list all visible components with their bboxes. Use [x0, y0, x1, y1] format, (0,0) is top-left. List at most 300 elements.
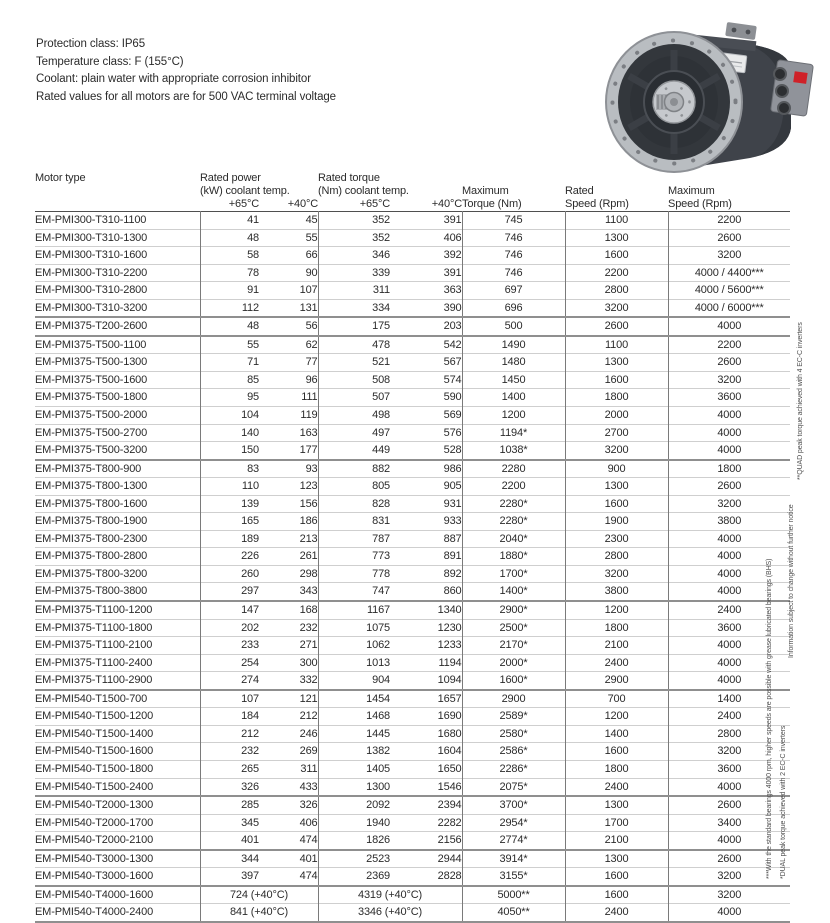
footnote-bearings: ***With the standard bearings 4000 rpm, higher speeds are possible with grease lubricated bearings (BHS)	[766, 558, 773, 879]
cell-max-speed: 4000	[668, 317, 790, 336]
cell-power-40c: 121	[299, 692, 318, 705]
cell-power-65c: 184	[200, 708, 259, 726]
table-row	[35, 850, 790, 868]
cell-torque-40c: 933	[443, 515, 462, 528]
cell-motor-type: EM-PMI540-T1500-2400	[35, 780, 154, 793]
cell-power-40c: 300	[299, 656, 318, 669]
cell-max-torque: 1038*	[462, 442, 565, 460]
cell-power-40c: 474	[299, 870, 318, 883]
cell-torque-65c: 175	[318, 317, 390, 336]
cell-torque-40c: 1233	[437, 639, 462, 652]
cell-max-speed: 2200	[668, 336, 790, 354]
cell-max-torque: 2500*	[462, 619, 565, 637]
cell-rated-speed: 1700	[565, 814, 668, 832]
cell-power-65c: 41	[200, 212, 259, 230]
footnote-quad: **QUAD peak torque achieved with 4 EC-C inverters	[797, 322, 804, 480]
cell-max-speed: 2800	[668, 725, 790, 743]
motor-junction-box	[771, 60, 814, 117]
cell-max-speed: 2200	[668, 212, 790, 230]
table-row	[35, 814, 790, 832]
table-row	[35, 778, 790, 796]
table-row	[35, 743, 790, 761]
header-torque-65: +65°C	[359, 198, 391, 210]
cell-power-65c: 112	[200, 299, 259, 317]
cell-torque-40c: 542	[443, 338, 462, 351]
cell-power-65c: 110	[200, 478, 259, 496]
cell-rated-speed: 1800	[565, 760, 668, 778]
cell-motor-type: EM-PMI375-T1100-1200	[35, 604, 153, 617]
cell-max-torque: 2040*	[462, 530, 565, 548]
cell-rated-speed: 1600	[565, 868, 668, 886]
motor-front-face	[606, 32, 742, 172]
cell-rated-speed: 2000	[565, 407, 668, 425]
cell-rated-speed: 1300	[565, 229, 668, 247]
cell-power-65c: 233	[200, 637, 259, 655]
cell-power-65c: 165	[200, 513, 259, 531]
cell-max-speed: 2600	[668, 796, 790, 814]
cell-torque-65c: 1013	[318, 654, 390, 672]
cell-power-40c: 111	[301, 391, 318, 404]
cell-rated-speed: 2100	[565, 832, 668, 850]
spec-line-temperature: Temperature class: F (155°C)	[36, 55, 184, 68]
cell-max-torque: 2589*	[462, 708, 565, 726]
cell-power-40c: 326	[299, 799, 318, 812]
cell-motor-type: EM-PMI540-T2000-1700	[35, 816, 154, 829]
cell-motor-type: EM-PMI375-T800-900	[35, 462, 142, 475]
cell-torque-65c: 1075	[318, 619, 390, 637]
cell-motor-type: EM-PMI375-T1100-2900	[35, 674, 153, 687]
cell-power-40c: 311	[300, 762, 318, 775]
cell-power-40c: 56	[305, 320, 318, 333]
cell-torque-40c: 1650	[437, 762, 462, 775]
table-row	[35, 904, 790, 922]
cell-power-40c: 269	[299, 745, 318, 758]
table-row	[35, 495, 790, 513]
cell-torque-65c: 831	[318, 513, 390, 531]
cell-rated-speed: 900	[565, 460, 668, 478]
cell-torque-40c: 1194	[438, 656, 462, 669]
cell-power-40c: 131	[299, 301, 318, 314]
cell-power-65c: 147	[200, 601, 259, 619]
table-row	[35, 354, 790, 372]
cell-power-65c: 107	[200, 690, 259, 708]
cell-rated-speed: 1300	[565, 796, 668, 814]
cell-torque-merged: 4319 (+40°C)	[318, 886, 462, 904]
cell-max-torque: 746	[462, 229, 565, 247]
cell-rated-speed: 3200	[565, 299, 668, 317]
header-rated-power: Rated power	[200, 172, 261, 184]
cell-torque-65c: 521	[318, 354, 390, 372]
cell-max-speed: 4000	[668, 778, 790, 796]
table-row	[35, 424, 790, 442]
header-power-40: +40°C	[287, 198, 319, 210]
cell-max-speed: 3200	[668, 868, 790, 886]
header-rated-torque: Rated torque	[318, 172, 380, 184]
cell-power-65c: 212	[200, 725, 259, 743]
cell-power-40c: 93	[305, 462, 318, 475]
cell-motor-type: EM-PMI375-T500-1600	[35, 373, 148, 386]
cell-power-40c: 168	[299, 604, 318, 617]
cell-torque-40c: 574	[443, 373, 462, 386]
cell-torque-65c: 1405	[318, 760, 390, 778]
cell-power-40c: 90	[305, 266, 318, 279]
motor-table	[35, 172, 790, 923]
cell-torque-40c: 860	[443, 585, 462, 598]
cell-motor-type: EM-PMI300-T310-3200	[35, 301, 148, 314]
table-row	[35, 513, 790, 531]
cell-power-65c: 345	[200, 814, 259, 832]
cell-max-speed: 4000	[668, 583, 790, 601]
cell-torque-65c: 334	[318, 299, 390, 317]
cell-max-speed: 3600	[668, 760, 790, 778]
cell-rated-speed: 1900	[565, 513, 668, 531]
cell-power-65c: 48	[200, 317, 259, 336]
cell-max-torque: 2900*	[462, 601, 565, 619]
cell-max-torque: 2280*	[462, 513, 565, 531]
cell-rated-speed: 1300	[565, 850, 668, 868]
cell-power-65c: 71	[200, 354, 259, 372]
cell-power-65c: 397	[200, 868, 259, 886]
cell-max-torque: 2170*	[462, 637, 565, 655]
cell-max-torque: 1880*	[462, 548, 565, 566]
cell-torque-40c: 406	[443, 231, 462, 244]
cell-max-speed: 4000	[668, 672, 790, 690]
cell-max-speed: 3800	[668, 513, 790, 531]
cell-rated-speed: 1800	[565, 619, 668, 637]
cell-torque-40c: 2828	[437, 870, 462, 883]
cell-torque-65c: 828	[318, 495, 390, 513]
header-spacer	[565, 172, 668, 185]
cell-power-40c: 474	[299, 834, 318, 847]
cell-motor-type: EM-PMI375-T800-1600	[35, 497, 148, 510]
cell-max-speed: 2400	[668, 708, 790, 726]
cell-max-speed: 4000	[668, 565, 790, 583]
cell-torque-merged: 3346 (+40°C)	[318, 904, 462, 922]
table-row	[35, 212, 790, 230]
cell-power-40c: 156	[299, 497, 318, 510]
cell-power-65c: 232	[200, 743, 259, 761]
cell-motor-type: EM-PMI375-T800-3800	[35, 585, 148, 598]
cell-power-40c: 261	[299, 550, 318, 563]
cell-torque-40c: 2282	[437, 816, 462, 829]
cell-max-torque: 1700*	[462, 565, 565, 583]
cell-power-65c: 58	[200, 247, 259, 265]
table-row	[35, 442, 790, 460]
table-row	[35, 299, 790, 317]
cell-max-speed: 2600	[668, 229, 790, 247]
cell-max-speed: 4000	[668, 530, 790, 548]
cell-max-torque: 2280*	[462, 495, 565, 513]
cell-max-speed: 4000 / 5600***	[668, 282, 790, 300]
cell-torque-40c: 590	[443, 391, 462, 404]
cell-max-speed: 2600	[668, 850, 790, 868]
cell-torque-65c: 1382	[318, 743, 390, 761]
cell-motor-type: EM-PMI375-T800-2800	[35, 550, 148, 563]
cell-max-speed: 3200	[668, 247, 790, 265]
cell-max-torque: 697	[462, 282, 565, 300]
cell-torque-65c: 1454	[318, 690, 390, 708]
cell-rated-speed: 1100	[565, 212, 668, 230]
table-row	[35, 460, 790, 478]
cell-max-speed: 2400	[668, 601, 790, 619]
cell-max-speed: 1400	[668, 690, 790, 708]
cell-power-65c: 401	[200, 832, 259, 850]
cell-torque-65c: 882	[318, 460, 390, 478]
cell-max-speed: 4000	[668, 637, 790, 655]
cell-power-65c: 48	[200, 229, 259, 247]
cell-motor-type: EM-PMI375-T800-1900	[35, 515, 148, 528]
table-row	[35, 229, 790, 247]
cell-rated-speed: 1300	[565, 478, 668, 496]
cell-rated-speed: 1400	[565, 725, 668, 743]
cell-torque-40c: 391	[443, 266, 462, 279]
cell-max-torque: 2000*	[462, 654, 565, 672]
motor-table-body	[35, 212, 790, 922]
cell-motor-type: EM-PMI540-T1500-700	[35, 692, 148, 705]
cell-power-merged: 841 (+40°C)	[200, 904, 318, 922]
cell-torque-40c: 1657	[437, 692, 462, 705]
cell-torque-40c: 891	[443, 550, 462, 563]
cell-motor-type: EM-PMI300-T310-2800	[35, 284, 148, 297]
header-torque-40: +40°C	[431, 198, 463, 210]
table-row	[35, 690, 790, 708]
cell-max-speed: 4000	[668, 904, 790, 922]
cell-max-speed: 3400	[668, 814, 790, 832]
table-row	[35, 247, 790, 265]
cell-torque-40c: 986	[443, 462, 462, 475]
cell-power-65c: 91	[200, 282, 259, 300]
cell-torque-40c: 1230	[437, 621, 462, 634]
table-row	[35, 407, 790, 425]
header-spacer	[462, 172, 565, 185]
cell-rated-speed: 3800	[565, 583, 668, 601]
cell-torque-40c: 391	[443, 214, 462, 226]
table-row	[35, 619, 790, 637]
cell-max-speed: 2600	[668, 354, 790, 372]
cell-torque-65c: 508	[318, 371, 390, 389]
table-row	[35, 478, 790, 496]
cell-max-speed: 4000	[668, 548, 790, 566]
cell-torque-65c: 497	[318, 424, 390, 442]
table-row	[35, 760, 790, 778]
cell-max-torque: 1194*	[462, 424, 565, 442]
red-brand-label	[793, 71, 807, 84]
cell-max-torque: 1480	[462, 354, 565, 372]
cell-max-speed: 3600	[668, 389, 790, 407]
footnote-dual: *DUAL peak torque achieved with 2 EC-C inverters	[780, 725, 787, 879]
cell-power-65c: 265	[200, 760, 259, 778]
cell-power-40c: 177	[299, 444, 318, 457]
cell-power-65c: 344	[200, 850, 259, 868]
cell-rated-speed: 1300	[565, 354, 668, 372]
cell-motor-type: EM-PMI375-T800-1300	[35, 480, 148, 493]
cell-torque-40c: 1690	[437, 710, 462, 723]
cell-max-speed: 4000 / 6000***	[668, 299, 790, 317]
cell-max-torque: 2075*	[462, 778, 565, 796]
cell-power-40c: 163	[299, 426, 318, 439]
cell-torque-40c: 887	[443, 532, 462, 545]
header-max-speed-1: Maximum	[668, 185, 715, 197]
cell-max-speed: 2600	[668, 478, 790, 496]
cell-power-40c: 246	[299, 727, 318, 740]
cell-power-40c: 213	[299, 532, 318, 545]
cell-torque-65c: 1826	[318, 832, 390, 850]
cell-rated-speed: 2700	[565, 424, 668, 442]
cell-torque-65c: 2369	[318, 868, 390, 886]
cell-motor-type: EM-PMI375-T1100-1800	[35, 621, 153, 634]
header-max-torque-2: Torque (Nm)	[462, 198, 522, 210]
cell-rated-speed: 2400	[565, 904, 668, 922]
cell-motor-type: EM-PMI375-T200-2600	[35, 320, 148, 333]
cell-power-40c: 271	[299, 639, 318, 652]
cell-rated-speed: 2900	[565, 672, 668, 690]
cell-power-40c: 343	[299, 585, 318, 598]
cell-power-65c: 104	[200, 407, 259, 425]
cell-torque-40c: 2156	[437, 834, 462, 847]
cell-torque-65c: 1940	[318, 814, 390, 832]
cell-torque-40c: 576	[443, 426, 462, 439]
cell-power-40c: 298	[299, 567, 318, 580]
cell-power-65c: 189	[200, 530, 259, 548]
cell-torque-40c: 2944	[437, 852, 462, 865]
cell-motor-type: EM-PMI540-T2000-1300	[35, 799, 154, 812]
cell-max-torque: 1400	[462, 389, 565, 407]
cell-torque-65c: 1062	[318, 637, 390, 655]
cell-torque-65c: 507	[318, 389, 390, 407]
cell-rated-speed: 1100	[565, 336, 668, 354]
cell-torque-65c: 1167	[318, 601, 390, 619]
table-row	[35, 796, 790, 814]
cell-max-torque: 2954*	[462, 814, 565, 832]
table-row	[35, 282, 790, 300]
cell-max-speed: 3200	[668, 495, 790, 513]
cell-max-speed: 3200	[668, 371, 790, 389]
cell-power-65c: 326	[200, 778, 259, 796]
cell-rated-speed: 1600	[565, 886, 668, 904]
cell-power-40c: 96	[305, 373, 318, 386]
table-row	[35, 886, 790, 904]
cell-torque-40c: 905	[443, 480, 462, 493]
cell-power-40c: 406	[299, 816, 318, 829]
cell-power-40c: 107	[299, 284, 318, 297]
header-spacer	[668, 172, 790, 185]
cell-motor-type: EM-PMI375-T500-2000	[35, 409, 148, 422]
cell-motor-type: EM-PMI375-T500-1300	[35, 356, 148, 369]
cell-torque-65c: 498	[318, 407, 390, 425]
cell-rated-speed: 1200	[565, 601, 668, 619]
cell-torque-40c: 528	[443, 444, 462, 457]
cell-rated-speed: 1600	[565, 247, 668, 265]
cell-rated-speed: 2300	[565, 530, 668, 548]
spec-line-protection: Protection class: IP65	[36, 38, 146, 50]
table-row	[35, 371, 790, 389]
cell-power-65c: 260	[200, 565, 259, 583]
table-row	[35, 868, 790, 886]
cell-max-torque: 1600*	[462, 672, 565, 690]
cell-max-torque: 3700*	[462, 796, 565, 814]
cell-torque-65c: 805	[318, 478, 390, 496]
cell-max-torque: 5000**	[462, 886, 565, 904]
cell-motor-type: EM-PMI540-T4000-2400	[35, 906, 154, 919]
cell-power-40c: 232	[299, 621, 318, 634]
table-row	[35, 336, 790, 354]
cell-max-torque: 2280	[462, 460, 565, 478]
cell-max-speed: 4000	[668, 407, 790, 425]
table-header	[35, 172, 790, 212]
cell-rated-speed: 2100	[565, 637, 668, 655]
cell-torque-65c: 787	[318, 530, 390, 548]
cell-power-65c: 285	[200, 796, 259, 814]
cell-torque-40c: 390	[443, 301, 462, 314]
cell-power-40c: 433	[299, 780, 318, 793]
cell-max-torque: 4050**	[462, 904, 565, 922]
cell-max-torque: 500	[462, 317, 565, 336]
cell-power-40c: 119	[300, 409, 318, 422]
cell-motor-type: EM-PMI375-T1100-2100	[35, 639, 153, 652]
cell-max-speed: 3600	[668, 619, 790, 637]
cell-power-40c: 212	[299, 710, 318, 723]
cell-motor-type: EM-PMI375-T500-2700	[35, 426, 148, 439]
header-power-65: +65°C	[228, 198, 259, 210]
cell-max-speed: 4000	[668, 424, 790, 442]
cell-motor-type: EM-PMI375-T1100-2400	[35, 656, 153, 669]
cell-rated-speed: 1200	[565, 708, 668, 726]
spec-summary	[36, 36, 336, 106]
cell-motor-type: EM-PMI375-T500-1100	[35, 338, 147, 351]
cell-rated-speed: 3200	[565, 565, 668, 583]
cell-max-torque: 746	[462, 264, 565, 282]
cell-motor-type: EM-PMI375-T500-3200	[35, 444, 148, 457]
cell-power-65c: 226	[200, 548, 259, 566]
cell-max-speed: 4000	[668, 654, 790, 672]
cell-torque-65c: 346	[318, 247, 390, 265]
cell-max-torque: 1490	[462, 336, 565, 354]
cell-rated-speed: 2800	[565, 282, 668, 300]
cell-motor-type: EM-PMI300-T310-1100	[35, 214, 147, 226]
cell-power-40c: 123	[299, 480, 318, 493]
cell-power-40c: 77	[305, 356, 318, 369]
table-row	[35, 708, 790, 726]
table-row	[35, 601, 790, 619]
cell-max-speed: 4000 / 4400***	[668, 264, 790, 282]
cell-rated-speed: 1600	[565, 743, 668, 761]
cell-motor-type: EM-PMI540-T1500-1400	[35, 727, 154, 740]
cell-rated-speed: 1600	[565, 371, 668, 389]
cell-max-speed: 3200	[668, 886, 790, 904]
cell-torque-65c: 352	[318, 212, 390, 230]
cell-rated-speed: 3200	[565, 442, 668, 460]
cell-torque-65c: 773	[318, 548, 390, 566]
header-motor-type: Motor type	[35, 172, 86, 184]
cell-power-40c: 55	[305, 231, 318, 244]
cell-torque-40c: 392	[443, 249, 462, 262]
cell-torque-40c: 569	[443, 409, 462, 422]
cell-max-speed: 4000	[668, 442, 790, 460]
table-row	[35, 530, 790, 548]
cell-max-torque: 2586*	[462, 743, 565, 761]
cell-torque-65c: 1468	[318, 708, 390, 726]
cell-torque-65c: 339	[318, 264, 390, 282]
cell-motor-type: EM-PMI540-T3000-1300	[35, 852, 154, 865]
cell-torque-65c: 311	[318, 282, 390, 300]
cell-max-torque: 1400*	[462, 583, 565, 601]
table-row	[35, 654, 790, 672]
cell-max-torque: 3914*	[462, 850, 565, 868]
cell-motor-type: EM-PMI540-T4000-1600	[35, 888, 154, 901]
cell-power-65c: 139	[200, 495, 259, 513]
cell-max-torque: 3155*	[462, 868, 565, 886]
cell-max-torque: 696	[462, 299, 565, 317]
